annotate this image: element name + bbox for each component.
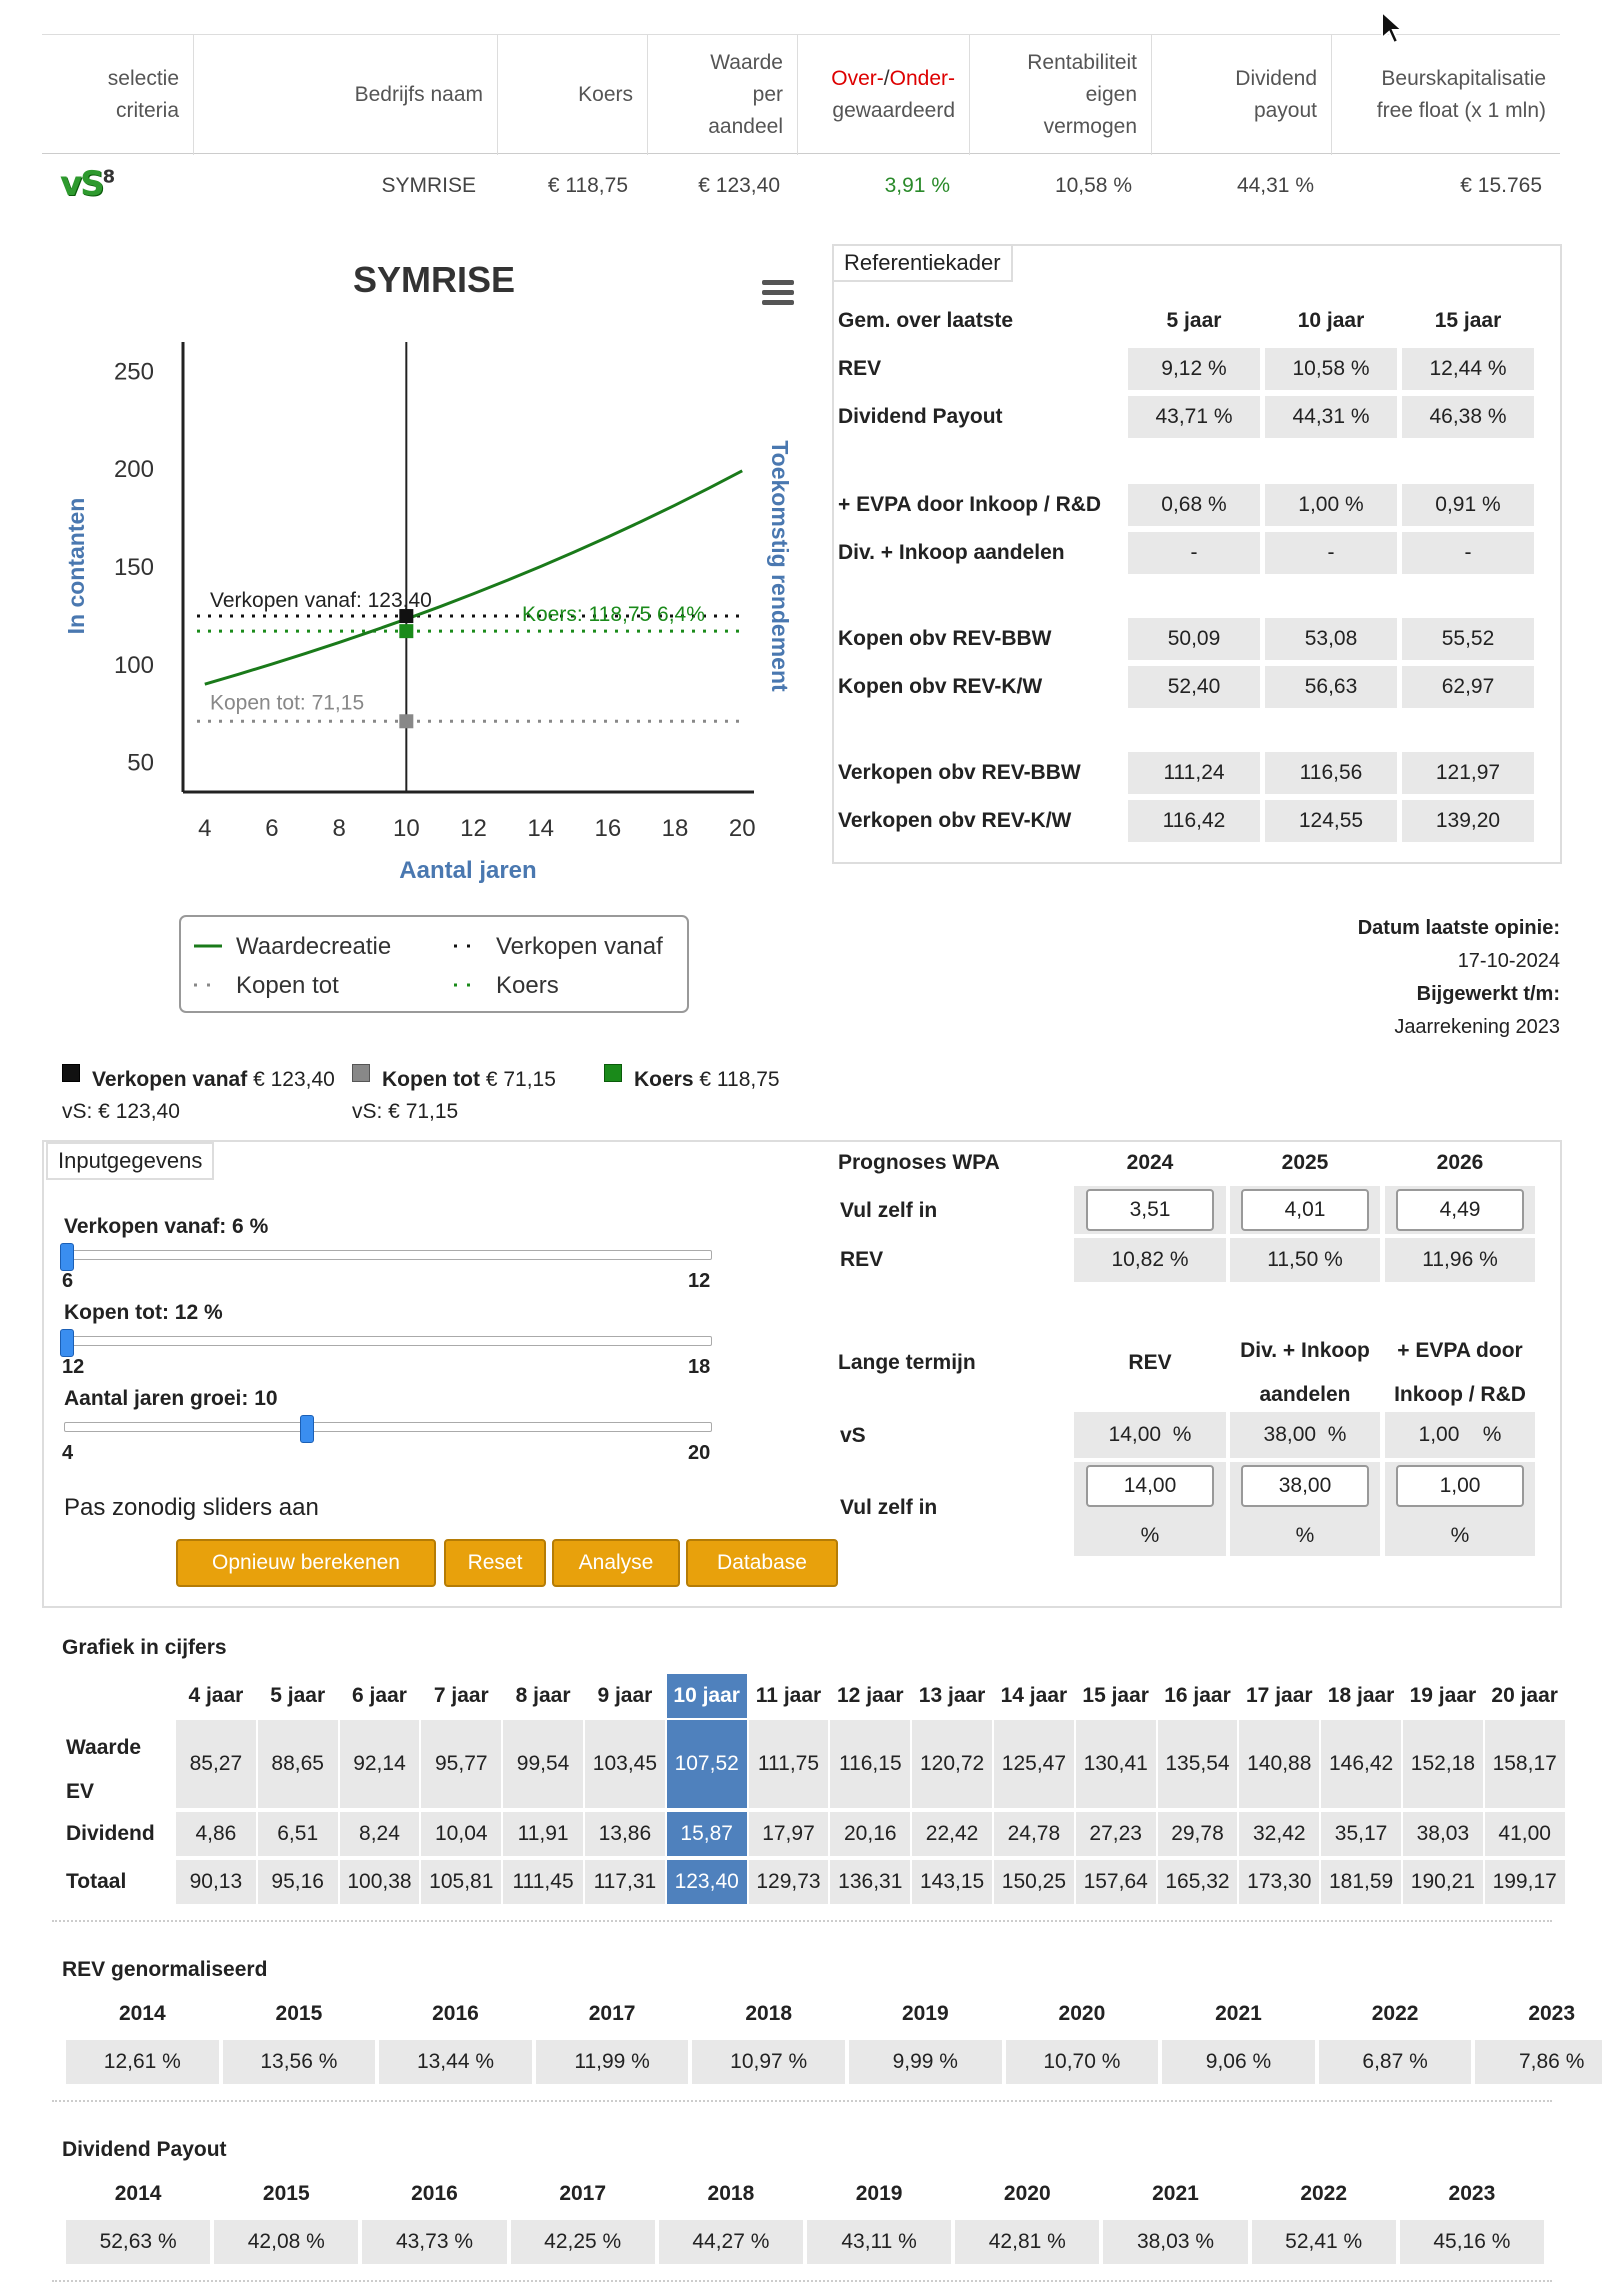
grafiek-cell: 152,18 (1403, 1720, 1483, 1808)
grafiek-cell: 27,23 (1076, 1812, 1156, 1856)
verkopen-annotation: Verkopen vanaf: 123,40 (210, 589, 432, 613)
divp-title: Dividend Payout (62, 2138, 227, 2161)
vs-evpa: 1,00 % (1385, 1412, 1535, 1458)
grafiek-year-head: 4 jaar (188, 1684, 244, 1707)
grafiek-cell: 199,17 (1485, 1860, 1565, 1904)
slider1-min: 6 (62, 1270, 74, 1292)
header-col-6[interactable]: Dividend payout (1152, 35, 1332, 155)
waardecreatie-line (205, 471, 742, 684)
ref-cell: 46,38 % (1402, 396, 1534, 438)
divp-year-head: 2022 (1300, 2182, 1348, 2205)
header-col-5[interactable]: Rentabiliteit eigen vermogen (970, 35, 1152, 155)
ref-cell: 139,20 (1402, 800, 1534, 842)
revn-cell: 9,99 % (849, 2040, 1002, 2084)
divp-cell: 42,25 % (511, 2220, 655, 2264)
grafiek-cell: 158,17 (1485, 1720, 1565, 1808)
lt-div-input[interactable]: 38,00 (1241, 1465, 1369, 1507)
grafiek-cell: 8,24 (340, 1812, 420, 1856)
prog-rev-label: REV (840, 1248, 884, 1271)
ref-head-label: Gem. over laatste (838, 309, 1014, 332)
slider2-min: 12 (62, 1356, 85, 1378)
kopen-vs: vS: € 71,15 (352, 1100, 459, 1123)
revn-title: REV genormaliseerd (62, 1958, 268, 1981)
prognoses-title: Prognoses WPA (838, 1151, 1000, 1174)
ref-cell: 12,44 % (1402, 348, 1534, 390)
grafiek-title: Grafiek in cijfers (62, 1636, 227, 1659)
x-tick-label: 16 (594, 815, 622, 842)
ref-cell: 44,31 % (1265, 396, 1397, 438)
grafiek-cell: 6,51 (258, 1812, 338, 1856)
header-col-7[interactable]: Beurskapitalisatie free float (x 1 mln) (1376, 67, 1546, 122)
grafiek-cell: 111,75 (749, 1720, 829, 1808)
grafiek-cell: 22,42 (912, 1812, 992, 1856)
ref-cell: 121,97 (1402, 752, 1534, 794)
lt-rev-head: REV (1128, 1351, 1172, 1374)
in2-pct: % (1074, 1462, 1226, 1556)
ref-cell: 0,68 % (1128, 484, 1260, 526)
grafiek-cell: 100,38 (340, 1860, 420, 1904)
lt-evpa-head: + EVPA door Inkoop / R&D (1394, 1339, 1526, 1406)
vul-label: Vul zelf in (840, 1199, 938, 1222)
revn-year-head: 2014 (118, 2002, 166, 2025)
ref-cell: 55,52 (1402, 618, 1534, 660)
grafiek-row-label: Totaal (66, 1870, 127, 1893)
wpa-2024-input[interactable]: 3,51 (1086, 1189, 1214, 1231)
grafiek-cell: 116,15 (830, 1720, 910, 1808)
vs-rev: 14,00 % (1074, 1412, 1226, 1458)
grafiek-cell: 181,59 (1321, 1860, 1401, 1904)
grafiek-year-head: 7 jaar (433, 1684, 489, 1707)
y-tick-label: 150 (113, 554, 154, 581)
ref-cell: 10,58 % (1265, 348, 1397, 390)
grafiek-cell: 150,25 (994, 1860, 1074, 1904)
grafiek-cell: 17,97 (749, 1812, 829, 1856)
divider (52, 1920, 1552, 1922)
over-value: 3,91 % (884, 174, 950, 197)
grafiek-cell: 125,47 (994, 1720, 1074, 1808)
grafiek-cell: 190,21 (1403, 1860, 1483, 1904)
grafiek-cell: 117,31 (585, 1860, 665, 1904)
verkopen-vs: vS: € 123,40 (62, 1100, 180, 1123)
grafiek-year-head: 8 jaar (515, 1684, 571, 1707)
ref-cell: - (1265, 532, 1397, 574)
analyse-button[interactable]: Analyse (552, 1539, 680, 1587)
grafiek-year-head: 15 jaar (1082, 1684, 1149, 1707)
jaren-slider-handle[interactable] (300, 1415, 314, 1443)
ref-head-2: 10 jaar (1297, 309, 1365, 332)
koers-value: € 118,75 (547, 174, 628, 197)
verkopen-summary: Verkopen vanaf € 123,40 (92, 1068, 335, 1091)
ref-cell: 116,42 (1128, 800, 1260, 842)
x-tick-label: 14 (527, 815, 555, 842)
grafiek-year-head: 20 jaar (1491, 1684, 1558, 1707)
lt-div-head: Div. + Inkoop aandelen (1240, 1339, 1370, 1406)
grafiek-year-head: 13 jaar (918, 1684, 986, 1707)
grafiek-row-label: Dividend (66, 1822, 155, 1845)
prog-rev-2025: 11,50 % (1230, 1238, 1380, 1282)
grafiek-cell: 4,86 (176, 1812, 256, 1856)
grafiek-cell: 130,41 (1076, 1720, 1156, 1808)
grafiek-cell: 105,81 (421, 1860, 501, 1904)
grafiek-cell: 38,03 (1403, 1812, 1483, 1856)
grafiek-cell: 135,54 (1158, 1720, 1238, 1808)
input-title: Inputgegevens (46, 1142, 214, 1180)
koers-marker[interactable] (399, 624, 413, 638)
ref-row-label: Kopen obv REV-BBW (838, 627, 1052, 650)
grafiek-year-head: 5 jaar (270, 1684, 326, 1707)
grafiek-cell: 24,78 (994, 1812, 1074, 1856)
slider3-max: 20 (688, 1442, 711, 1464)
grafiek-cell: 95,16 (258, 1860, 338, 1904)
kap-value: € 15.765 (1460, 174, 1542, 197)
y-tick-label: 250 (113, 358, 154, 386)
grafiek-cell: 95,77 (421, 1720, 501, 1808)
kopen-slider-handle[interactable] (60, 1329, 74, 1357)
revn-year-head: 2017 (588, 2002, 636, 2025)
revn-year-head: 2016 (432, 2002, 479, 2025)
divp-cell: 44,27 % (659, 2220, 803, 2264)
grafiek-cell: 111,45 (503, 1860, 583, 1904)
waarde-value: € 123,40 (698, 174, 780, 197)
grafiek-cell: 136,31 (830, 1860, 910, 1904)
x-tick-label: 4 (198, 815, 212, 842)
header-table (42, 34, 1560, 154)
wpa-2025-input[interactable]: 4,01 (1241, 1189, 1369, 1231)
divp-cell: 43,11 % (807, 2220, 951, 2264)
grafiek-year-head: 17 jaar (1246, 1684, 1313, 1707)
lt-evpa-input[interactable]: 1,00 (1396, 1465, 1524, 1507)
ref-cell: 9,12 % (1128, 348, 1260, 390)
divp-year-head: 2018 (707, 2182, 755, 2205)
grafiek-year-head: 14 jaar (1000, 1684, 1068, 1707)
grafiek-cell: 35,17 (1321, 1812, 1401, 1856)
grafiek-year-head: 16 jaar (1164, 1684, 1231, 1707)
y2-axis-label: Toekomstig rendement (767, 440, 793, 692)
divp-cell: 52,41 % (1252, 2220, 1396, 2264)
kopen-marker[interactable] (399, 714, 413, 728)
ref-cell: 43,71 % (1128, 396, 1260, 438)
grafiek-cell: 103,45 (585, 1720, 665, 1808)
grafiek-cell: 32,42 (1239, 1812, 1319, 1856)
ref-row-label: Verkopen obv REV-K/W (838, 809, 1072, 832)
reset-button[interactable]: Reset (444, 1539, 546, 1587)
revn-cell: 13,44 % (379, 2040, 532, 2084)
verkopen-slider-handle[interactable] (60, 1243, 74, 1271)
prog-year-2026: 2026 (1436, 1151, 1484, 1174)
divp-year-head: 2017 (559, 2182, 607, 2205)
kopen-swatch (352, 1064, 370, 1082)
value-chart (42, 244, 824, 1044)
referentiekader-title: Referentiekader (832, 244, 1013, 282)
grafiek-year-head: 10 jaar (667, 1674, 747, 1718)
verkopen-slider[interactable] (64, 1250, 712, 1260)
kopen-annotation: Kopen tot: 71,15 (210, 691, 365, 715)
x-tick-label: 6 (265, 815, 279, 842)
divp-cell: 43,73 % (362, 2220, 506, 2264)
divp-year-head: 2023 (1448, 2182, 1496, 2205)
divp-year-head: 2015 (262, 2182, 310, 2205)
grafiek-cell: 88,65 (258, 1720, 338, 1808)
kopen-summary: Kopen tot € 71,15 (382, 1068, 556, 1091)
svg-text:Kopen tot: Kopen tot (236, 972, 339, 999)
rev-value: 10,58 % (1054, 174, 1132, 197)
slider2-label: Kopen tot: 12 % (64, 1301, 223, 1324)
grafiek-cell: 140,88 (1239, 1720, 1319, 1808)
divp-year-head: 2020 (1003, 2182, 1051, 2205)
grafiek-year-head: 12 jaar (837, 1684, 904, 1707)
x-tick-label: 12 (460, 815, 487, 842)
grafiek-cell: 85,27 (176, 1720, 256, 1808)
divp-cell: 42,08 % (214, 2220, 358, 2264)
ref-cell: 50,09 (1128, 618, 1260, 660)
grafiek-cell: 123,40 (667, 1860, 747, 1904)
divp-cell: 45,16 % (1400, 2220, 1544, 2264)
in2-pct: % (1385, 1462, 1535, 1556)
y-tick-label: 50 (127, 749, 154, 777)
svg-text:Waardecreatie: Waardecreatie (236, 933, 392, 960)
divp-year-head: 2016 (411, 2182, 458, 2205)
kopen-slider[interactable] (64, 1336, 712, 1346)
x-tick-label: 20 (728, 815, 756, 842)
divider (52, 2100, 1552, 2102)
revn-cell: 10,97 % (692, 2040, 845, 2084)
vs8-logo: $vS^8$ (60, 164, 116, 204)
jaren-slider[interactable] (64, 1422, 712, 1432)
header-col-1[interactable]: Bedrijfs naam (194, 35, 498, 155)
grafiek-cell: 10,04 (421, 1812, 501, 1856)
grafiek-cell: 157,64 (1076, 1860, 1156, 1904)
revn-year-head: 2018 (745, 2002, 793, 2025)
revn-year-head: 2021 (1215, 2002, 1262, 2025)
divp-cell: 52,63 % (66, 2220, 210, 2264)
revn-cell: 13,56 % (223, 2040, 376, 2084)
ref-row-label: Kopen obv REV-K/W (838, 675, 1043, 698)
chart-title: SYMRISE (352, 259, 516, 300)
grafiek-cell: 99,54 (503, 1720, 583, 1808)
ref-row-label: REV (838, 357, 882, 380)
grafiek-cell: 13,86 (585, 1812, 665, 1856)
grafiek-year-head: 6 jaar (352, 1684, 407, 1707)
header-col-0[interactable]: selectie criteria (42, 35, 194, 155)
revn-year-head: 2023 (1528, 2002, 1576, 2025)
ref-row-label: Verkopen obv REV-BBW (838, 761, 1081, 784)
grafiek-cell: 173,30 (1239, 1860, 1319, 1904)
mouse-cursor-icon (1380, 10, 1406, 46)
lt-rev-input[interactable]: 14,00 (1086, 1465, 1214, 1507)
ref-head-3: 15 jaar (1434, 309, 1502, 332)
y-tick-label: 100 (113, 651, 154, 679)
opinie-block: Datum laatste opinie: 17-10-2024 Bijgewerkt t/m: Jaarrekening 2023 (1357, 917, 1560, 1038)
grafiek-cell: 107,52 (667, 1720, 747, 1808)
prog-rev-2026: 11,96 % (1385, 1238, 1535, 1282)
koers-summary: Koers € 118,75 (634, 1068, 780, 1091)
divp-year-head: 2014 (114, 2182, 162, 2205)
grafiek-cell: 120,72 (912, 1720, 992, 1808)
slider3-min: 4 (62, 1442, 74, 1464)
vs-div: 38,00 % (1230, 1412, 1380, 1458)
ref-cell: 124,55 (1265, 800, 1397, 842)
revn-year-head: 2022 (1371, 2002, 1419, 2025)
divp-year-head: 2019 (855, 2182, 903, 2205)
company-name[interactable]: SYMRISE (381, 174, 476, 197)
vul2-label: Vul zelf in (840, 1496, 938, 1519)
divp-year-head: 2021 (1152, 2182, 1199, 2205)
grafiek-cell: 15,87 (667, 1812, 747, 1856)
grafiek-cell: 146,42 (1321, 1720, 1401, 1808)
grafiek-row-label: Waarde EV (66, 1736, 142, 1803)
vs-label: vS (840, 1424, 866, 1447)
revn-cell: 9,06 % (1162, 2040, 1315, 2084)
grafiek-cell: 20,16 (830, 1812, 910, 1856)
header-col-2[interactable]: Koers (498, 35, 648, 155)
grafiek-cell: 41,00 (1485, 1812, 1565, 1856)
koers-swatch (604, 1064, 622, 1082)
grafiek-cell: 165,32 (1158, 1860, 1238, 1904)
lange-termijn-label: Lange termijn (838, 1351, 976, 1374)
x-axis-label: Aantal jaren (399, 857, 537, 884)
ref-row-label: + EVPA door Inkoop / R&D (838, 493, 1102, 516)
grafiek-year-head: 18 jaar (1327, 1684, 1395, 1707)
grafiek-cell: 11,91 (503, 1812, 583, 1856)
divp-cell: 42,81 % (955, 2220, 1099, 2264)
opnieuw-berekenen-button[interactable]: Opnieuw berekenen (176, 1539, 436, 1587)
slider1-label: Verkopen vanaf: 6 % (64, 1215, 269, 1238)
y-tick-label: 200 (113, 456, 154, 484)
grafiek-cell: 90,13 (176, 1860, 256, 1904)
svg-text:Verkopen vanaf: Verkopen vanaf (496, 933, 663, 960)
x-tick-label: 10 (392, 815, 420, 842)
ref-row-label: Dividend Payout (838, 405, 1003, 428)
ref-head-1: 5 jaar (1166, 309, 1222, 332)
svg-text:Koers: Koers (496, 972, 559, 999)
x-tick-label: 8 (332, 815, 346, 842)
payout-value: 44,31 % (1236, 174, 1314, 197)
koers-annotation: Koers: 118,75 6,4% (522, 603, 705, 627)
divp-cell: 38,03 % (1103, 2220, 1247, 2264)
ref-cell: 1,00 % (1265, 484, 1397, 526)
grafiek-cell: 129,73 (749, 1860, 829, 1904)
ref-cell: 56,63 (1265, 666, 1397, 708)
header-col-4[interactable]: Over-/Onder- gewaardeerd (798, 35, 970, 155)
ref-cell: 116,56 (1265, 752, 1397, 794)
revn-cell: 10,70 % (1006, 2040, 1159, 2084)
revn-year-head: 2019 (901, 2002, 949, 2025)
ref-row-label: Div. + Inkoop aandelen (838, 541, 1065, 564)
divider (52, 2280, 1552, 2282)
slider-hint: Pas zonodig sliders aan (64, 1494, 319, 1521)
revn-year-head: 2015 (275, 2002, 323, 2025)
x-tick-label: 18 (661, 815, 689, 842)
ref-cell: 52,40 (1128, 666, 1260, 708)
ref-cell: 62,97 (1402, 666, 1534, 708)
prog-year-2024: 2024 (1126, 1151, 1174, 1174)
grafiek-cell: 29,78 (1158, 1812, 1238, 1856)
prog-rev-2024: 10,82 % (1074, 1238, 1226, 1282)
slider3-label: Aantal jaren groei: 10 (64, 1387, 278, 1410)
revn-year-head: 2020 (1058, 2002, 1106, 2025)
prog-year-2025: 2025 (1281, 1151, 1329, 1174)
ref-cell: - (1402, 532, 1534, 574)
grafiek-year-head: 11 jaar (755, 1684, 822, 1707)
ref-cell: 111,24 (1128, 752, 1260, 794)
ref-cell: 0,91 % (1402, 484, 1534, 526)
verkopen-swatch (62, 1064, 80, 1082)
grafiek-year-head: 19 jaar (1409, 1684, 1477, 1707)
ref-cell: - (1128, 532, 1260, 574)
grafiek-cell: 143,15 (912, 1860, 992, 1904)
grafiek-cell: 92,14 (340, 1720, 420, 1808)
slider2-max: 18 (688, 1356, 711, 1378)
menu-icon[interactable] (762, 280, 794, 305)
revn-cell: 7,86 % (1475, 2040, 1602, 2084)
database-button[interactable]: Database (686, 1539, 838, 1587)
y-axis-label: In contanten (63, 497, 89, 635)
chart-panel (42, 244, 824, 1044)
header-col-3[interactable]: Waarde per aandeel (648, 35, 798, 155)
wpa-2026-input[interactable]: 4,49 (1396, 1189, 1524, 1231)
in2-pct: % (1230, 1462, 1380, 1556)
ref-cell: 53,08 (1265, 618, 1397, 660)
grafiek-year-head: 9 jaar (597, 1684, 653, 1707)
revn-cell: 12,61 % (66, 2040, 219, 2084)
revn-cell: 11,99 % (536, 2040, 689, 2084)
revn-cell: 6,87 % (1319, 2040, 1472, 2084)
slider1-max: 12 (688, 1270, 711, 1292)
